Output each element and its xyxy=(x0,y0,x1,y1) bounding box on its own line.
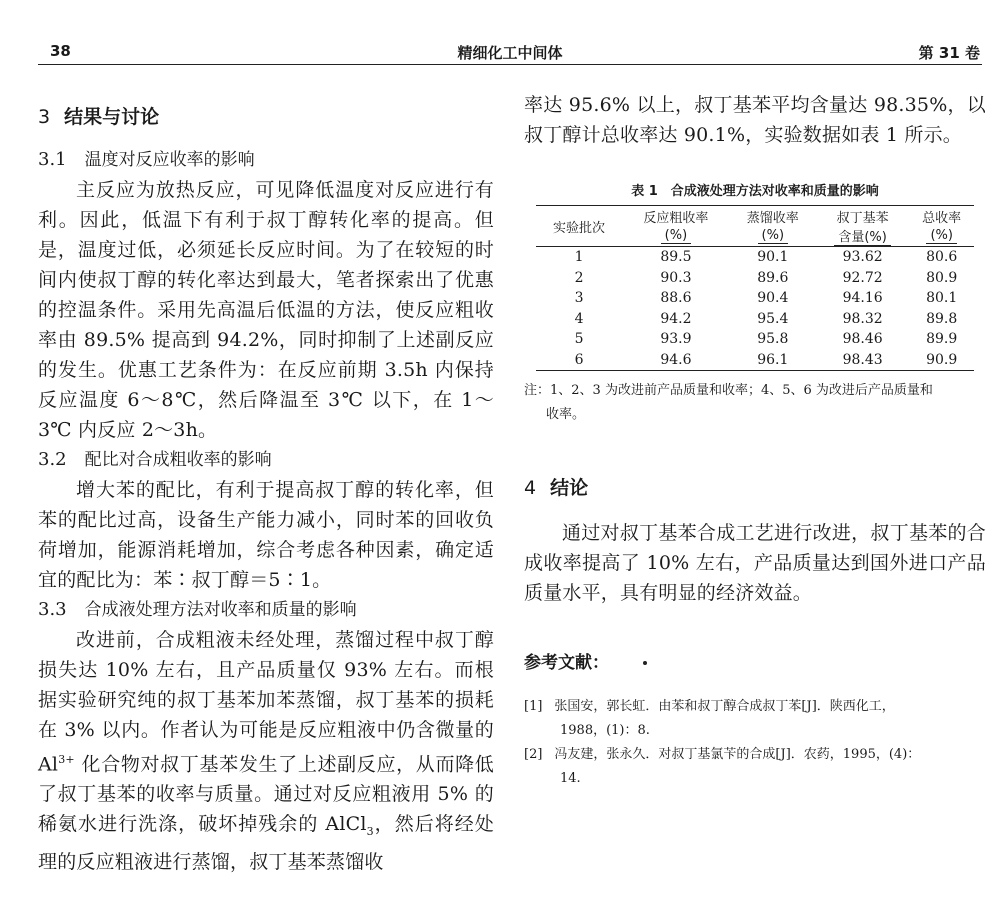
section-3-2-paragraph: 增大苯的配比，有利于提高叔丁醇的转化率，但苯的配比过高，设备生产能力减小，同时苯的回收负荷增加，能源消耗增加，综合考虑各种因素，确定适宜的配比为：苯∶叔丁醇＝5∶1。 xyxy=(38,479,494,591)
table-cell: 89.5 xyxy=(660,249,692,266)
running-header xyxy=(38,38,982,65)
section-3-1-heading: 3.1 温度对反应收率的影响 xyxy=(38,149,255,170)
table-cell: 89.9 xyxy=(926,331,958,348)
table-cell: 92.72 xyxy=(842,269,883,286)
table-cell: 2 xyxy=(574,269,584,286)
table-cell: 88.6 xyxy=(660,290,692,307)
col-header-batch: 实验批次 xyxy=(553,220,606,236)
table-cell: 89.6 xyxy=(757,269,789,286)
journal-name: 精细化工中间体 xyxy=(457,44,563,62)
table-body xyxy=(536,247,974,371)
table-cell: 89.8 xyxy=(926,310,958,327)
table-cell: 94.2 xyxy=(660,310,692,327)
col-header-total-yield: 总收率 xyxy=(922,210,962,226)
page-number: 38 xyxy=(50,42,71,60)
section-4-heading: 4 结论 xyxy=(524,477,589,499)
table-cell: 6 xyxy=(536,350,622,371)
section-3-3-heading: 3.3 合成液处理方法对收率和质量的影响 xyxy=(38,599,357,620)
continued-paragraph: 率达 95.6% 以上，叔丁基苯平均含量达 98.35%，以叔丁醇计总收率达 90.1%，实验数据如表 1 所示。 xyxy=(524,94,986,146)
right-column xyxy=(524,90,986,791)
col-header-crude-yield: 反应粗收率 xyxy=(643,210,709,226)
table-row xyxy=(536,288,974,309)
table-cell: 5 xyxy=(574,331,584,348)
table-row xyxy=(536,329,974,350)
table-cell: 4 xyxy=(574,310,584,327)
table-cell: 94.6 xyxy=(622,350,730,371)
table-cell: 90.3 xyxy=(660,269,692,286)
reference-item: [1] 张国安，郭长虹．由苯和叔丁醇合成叔丁苯[J]．陕西化工， xyxy=(524,699,895,714)
table-cell: 90.9 xyxy=(909,350,974,371)
table-cell: 98.32 xyxy=(842,310,883,327)
table-cell: 98.46 xyxy=(842,331,883,348)
section-4-paragraph: 通过对叔丁基苯合成工艺进行改进，叔丁基苯的合成收率提高了 10% 左右，产品质量达到国外进口产品质量水平，具有明显的经济效益。 xyxy=(524,522,986,604)
reference-item-continued: 14. xyxy=(560,771,581,786)
table-cell: 95.8 xyxy=(757,331,789,348)
col-header-content: 叔丁基苯 xyxy=(836,210,889,226)
volume-label: 第 31 卷 xyxy=(918,44,980,62)
table-title: 表 1 合成液处理方法对收率和质量的影响 xyxy=(631,184,879,199)
table-row xyxy=(536,268,974,289)
col-unit-distill-yield: (%) xyxy=(758,228,789,244)
col-unit-crude-yield: (%) xyxy=(661,228,692,244)
table-cell: 93.62 xyxy=(842,249,883,266)
stray-dot-mark xyxy=(643,661,647,665)
table-row xyxy=(536,350,974,371)
table-cell: 96.1 xyxy=(730,350,816,371)
table-cell: 93.9 xyxy=(660,331,692,348)
references-heading: 参考文献： xyxy=(524,648,986,673)
section-3-heading: 3 结果与讨论 xyxy=(38,106,160,128)
table-cell: 80.9 xyxy=(926,269,958,286)
reference-item-continued: 1988，(1)：8. xyxy=(560,723,650,738)
section-3-3-paragraph: 改进前，合成粗液未经处理，蒸馏过程中叔丁醇损失达 10% 左右，且产品质量仅 93% 左右。而根据实验研究纯的叔丁基苯加苯蒸馏，叔丁基苯的损耗在 3% 以内。作者认为可能是反应粗液中仍含微量的 $Al^{3+}$ 化合物对叔丁基苯发生了上述副反应，从而降低了叔丁基苯的收率与质量。通过对反应粗液用 5% 的稀氨水进行洗涤，破坏掉残余的 AlCl$_3$，然后将经处理的反应粗液进行蒸馏，叔丁基苯蒸馏收 xyxy=(38,629,494,874)
table-cell: 1 xyxy=(574,249,584,266)
table-cell: 80.1 xyxy=(926,290,958,307)
table-note-continued: 收率。 xyxy=(546,407,586,422)
section-3-1-paragraph: 主反应为放热反应，可见降低温度对反应进行有利。因此，低温下有利于叔丁醇转化率的提高。但是，温度过低，必须延长反应时间。为了在较短的时间内使叔丁醇的转化率达到最大，笔者探索出了优惠的控温条件。采用先高温后低温的方法，使反应粗收率由 89.5% 提高到 94.2%，同时抑制了上述副反应的发生。优惠工艺条件为：在反应前期 3.5h 内保持反应温度 6～8℃，然后降温至 3℃ 以下，在 1～3℃ 内反应 2～3h。 xyxy=(38,179,494,441)
table-cell: 95.4 xyxy=(757,310,789,327)
table-cell: 3 xyxy=(574,290,584,307)
results-table xyxy=(536,205,974,371)
table-row xyxy=(536,247,974,268)
col-unit-content: 含量(%) xyxy=(834,226,891,246)
col-unit-total-yield: (%) xyxy=(926,228,957,244)
table-cell: 90.1 xyxy=(757,249,789,266)
table-cell: 80.6 xyxy=(926,249,958,266)
left-column xyxy=(38,90,494,877)
reference-item: [2] 冯友建，张永久．对叔丁基氯苄的合成[J]．农药，1995，(4)： xyxy=(524,747,921,762)
table-note: 注：1、2、3 为改进前产品质量和收率；4、5、6 为改进后产品质量和 xyxy=(524,383,933,398)
table-row xyxy=(536,309,974,330)
table-cell: 90.4 xyxy=(757,290,789,307)
table-cell: 98.43 xyxy=(816,350,910,371)
section-3-2-heading: 3.2 配比对合成粗收率的影响 xyxy=(38,449,272,470)
references-list xyxy=(524,695,986,791)
table-cell: 94.16 xyxy=(842,290,883,307)
col-header-distill-yield: 蒸馏收率 xyxy=(746,210,799,226)
